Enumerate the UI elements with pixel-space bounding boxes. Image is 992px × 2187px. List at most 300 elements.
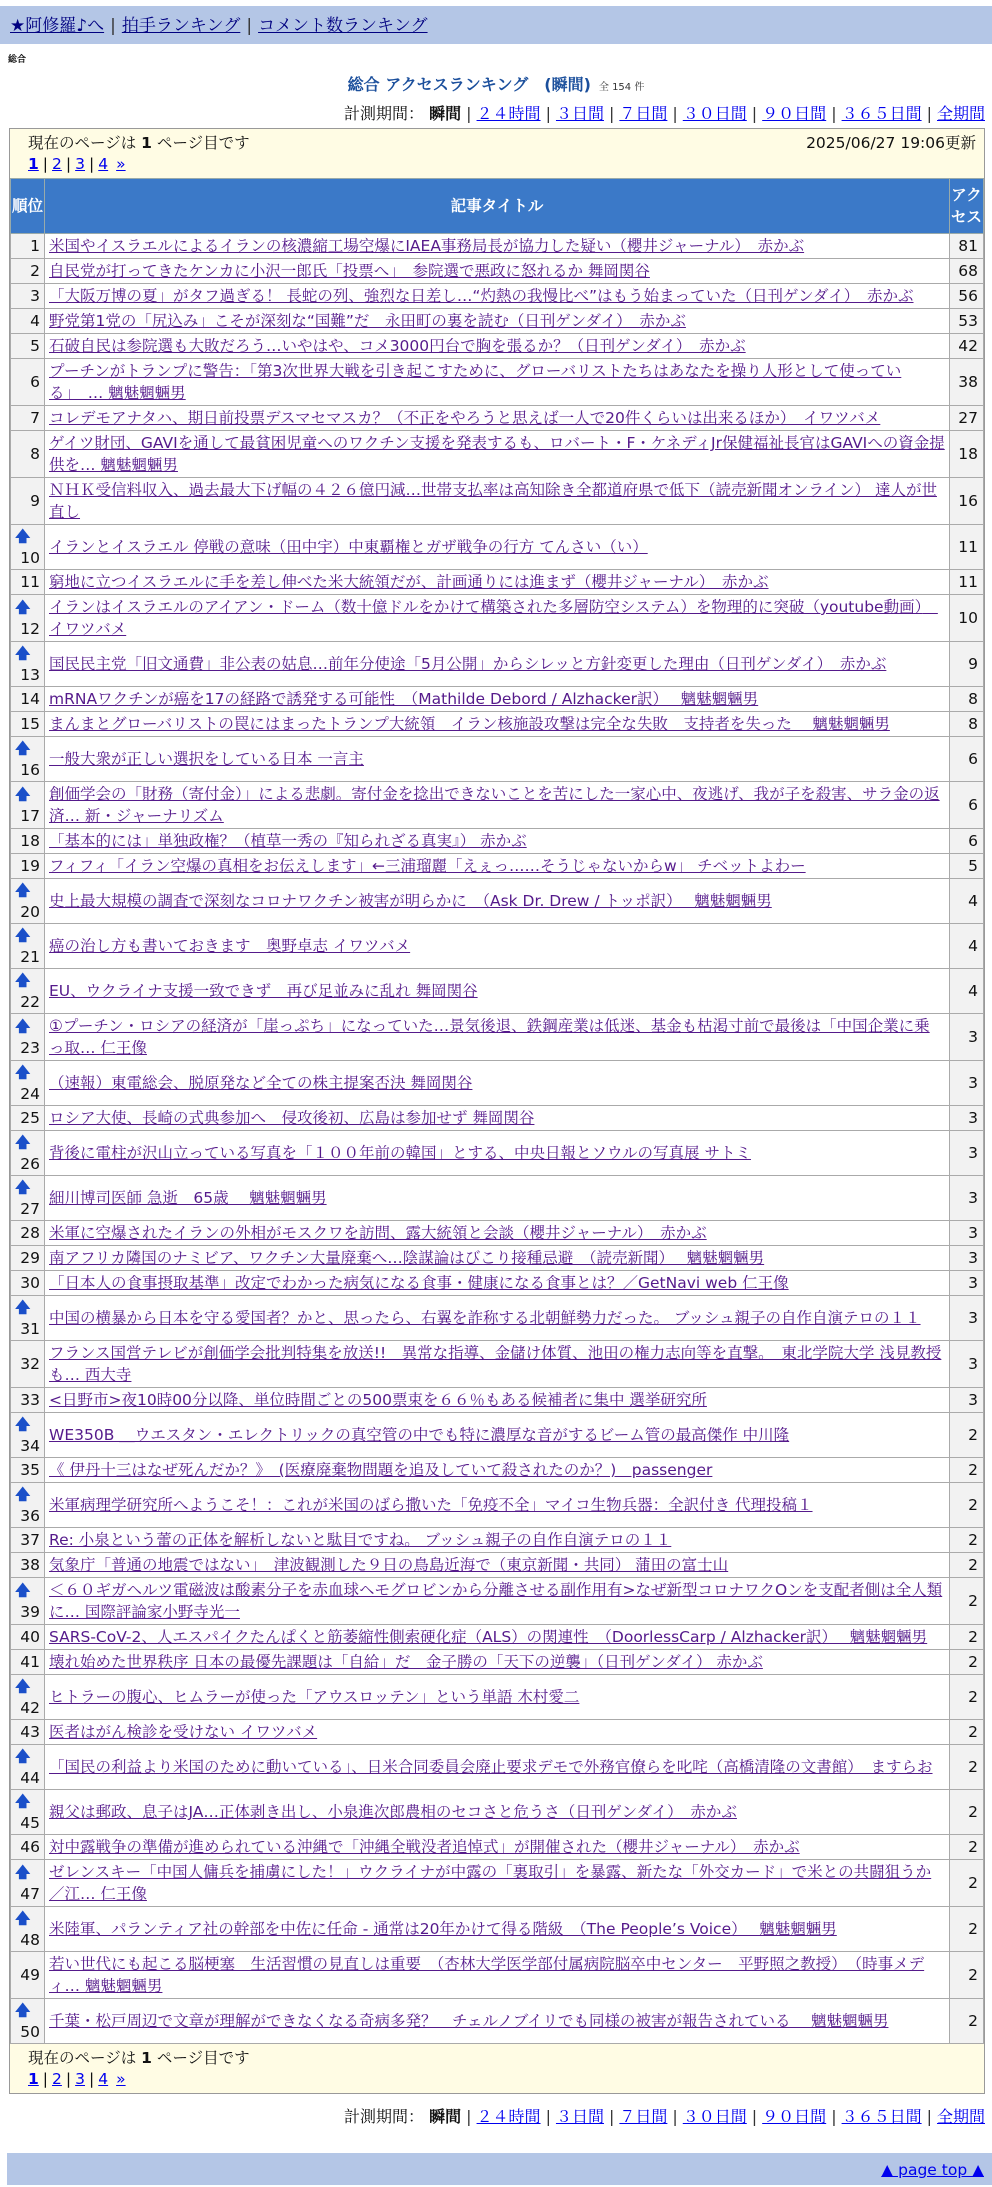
period-current: 瞬間 [429, 2107, 462, 2126]
next-page-link[interactable]: » [116, 155, 126, 173]
rank-up-icon: 🡅 [15, 1792, 31, 1810]
rank-cell: 🡅 36 [11, 1483, 45, 1528]
period-option[interactable]: ９０日間 [762, 2107, 827, 2126]
separator: | [751, 104, 758, 123]
access-count: 2 [950, 1578, 984, 1625]
rank-cell: 25 [11, 1106, 45, 1131]
table-row [11, 879, 984, 924]
table-row [11, 924, 984, 969]
table-row [11, 1296, 984, 1341]
access-count: 2 [950, 1790, 984, 1835]
rank-up-icon: 🡅 [15, 2001, 31, 2019]
article-link[interactable]: フランス国営テレビが創価学会批判特集を放送!! 異常な指導、金儲け体質、池田の権力志向等を直撃。 東北学院大学 浅見教授も… 西大寺 [49, 1344, 942, 1384]
title-cell [45, 1860, 950, 1907]
title-cell [45, 1578, 950, 1625]
access-count: 9 [950, 642, 984, 687]
table-row [11, 359, 984, 406]
table-row [11, 1271, 984, 1296]
access-count: 3 [950, 1106, 984, 1131]
title-cell [45, 1413, 950, 1458]
separator: | [608, 2107, 615, 2126]
article-link[interactable]: mRNAワクチンが癌を17の経路で誘発する可能性 （Mathilde Debord / Alzhacker訳） 魑魅魍魎男 [49, 690, 759, 708]
table-row [11, 1221, 984, 1246]
access-count: 11 [950, 525, 984, 570]
table-row [11, 1413, 984, 1458]
article-link[interactable]: 「基本的には」単独政権？（植草一秀の『知られざる真実』） 赤かぶ [49, 832, 527, 850]
table-row [11, 595, 984, 642]
access-count: 3 [950, 1271, 984, 1296]
rank-cell: 32 [11, 1341, 45, 1388]
access-count: 3 [950, 1296, 984, 1341]
article-link[interactable]: 一般大衆が正しい選択をしている日本 一言主 [49, 750, 364, 768]
rank-cell: 🡅 21 [11, 924, 45, 969]
rank-cell: 🡅 50 [11, 1999, 45, 2044]
access-count: 2 [950, 1720, 984, 1745]
table-row [11, 570, 984, 595]
table-row [11, 1835, 984, 1860]
title-cell [45, 1835, 950, 1860]
table-row [11, 829, 984, 854]
article-link[interactable]: 自民党が打ってきたケンカに小沢一郎氏「投票へ」 参院選で悪政に怒れるか 舞岡関谷 [49, 262, 650, 280]
table-row [11, 1246, 984, 1271]
table-row [11, 431, 984, 478]
title-cell [45, 359, 950, 406]
rank-cell: 9 [11, 478, 45, 525]
rank-cell: 🡅 22 [11, 969, 45, 1014]
top-nav-bar: ★阿修羅♪へ | 拍手ランキング | コメント数ランキング [0, 6, 992, 44]
title-cell [45, 478, 950, 525]
period-label: 計測期間： [344, 2107, 425, 2126]
page-link[interactable]: 4 [98, 2070, 109, 2088]
current-page-text: 現在のページは 1 ページ目です [28, 134, 250, 152]
access-count: 3 [950, 1388, 984, 1413]
rank-up-icon: 🡅 [15, 739, 31, 757]
asyura-home-link[interactable]: ★阿修羅♪へ [10, 16, 105, 36]
access-count: 6 [950, 782, 984, 829]
article-link[interactable]: 対中露戦争の準備が進められている沖縄で「沖縄全戦没者追悼式」が開催された（櫻井ジャーナル） 赤かぶ [49, 1838, 800, 1856]
title-cell [45, 1061, 950, 1106]
period-option[interactable]: ２４時間 [476, 2107, 541, 2126]
clap-ranking-link[interactable]: 拍手ランキング [121, 16, 241, 36]
access-count: 38 [950, 359, 984, 406]
title-cell [45, 1014, 950, 1061]
access-count: 2 [950, 1745, 984, 1790]
separator: | [672, 2107, 678, 2126]
article-link[interactable]: まんまとグローバリストの罠にはまったトランプ大統領 イラン核施設攻撃は完全な失敗 支持者を失った 魑魅魍魎男 [49, 715, 890, 733]
article-link[interactable]: 「国民の利益より米国のために動いている」、日米合同委員会廃止要求デモで外務官僚らを叱咤（高橋清隆の文書館） ますらお [49, 1758, 933, 1776]
separator: | [926, 2107, 932, 2126]
period-option[interactable]: 全期間 [936, 2107, 985, 2126]
article-link[interactable]: イランはイスラエルのアイアン・ドーム（数十億ドルをかけて構築された多層防空システム）を物理的に突破（youtube動画） イワツバメ [49, 598, 938, 638]
rank-cell: 🡅 34 [11, 1413, 45, 1458]
article-link[interactable]: 医者はがん検診を受けない イワツバメ [49, 1723, 318, 1741]
separator: | [466, 104, 472, 123]
separator: | [926, 104, 932, 123]
title-header: 記事タイトル [45, 179, 950, 234]
rank-up-icon: 🡅 [15, 881, 31, 899]
access-count: 3 [950, 1014, 984, 1061]
pagination: 1 | 2 | 3 | 4 » [28, 155, 126, 173]
article-link[interactable]: 「大阪万博の夏」がタフ過ぎる！ 長蛇の列、強烈な日差し…“灼熱の我慢比べ”はもう始まっていた（日刊ゲンダイ） 赤かぶ [49, 287, 914, 305]
title-cell [45, 234, 950, 259]
article-link[interactable]: EU、ウクライナ支援一致できず 再び足並みに乱れ 舞岡関谷 [49, 982, 478, 1000]
separator: | [608, 104, 615, 123]
rank-cell: 🡅 39 [11, 1578, 45, 1625]
table-row [11, 1106, 984, 1131]
title-cell [45, 1341, 950, 1388]
title-cell [45, 309, 950, 334]
rank-cell: 🡅 13 [11, 642, 45, 687]
period-selector-bottom [0, 2104, 992, 2127]
table-row [11, 1176, 984, 1221]
title-cell [45, 1483, 950, 1528]
page-link[interactable]: 3 [75, 2070, 86, 2088]
period-selector [0, 101, 992, 124]
article-link[interactable]: 史上最大規模の調査で深刻なコロナワクチン被害が明らかに （Ask Dr. Drew / トッポ訳） 魑魅魍魎男 [49, 892, 772, 910]
rank-up-icon: 🡅 [15, 785, 31, 803]
title-cell [45, 570, 950, 595]
title-cell [45, 1271, 950, 1296]
rank-cell: 3 [11, 284, 45, 309]
rank-cell: 33 [11, 1388, 45, 1413]
article-link[interactable]: 創価学会の「財務（寄付金）」による悲劇。寄付金を捻出できないことを苦にした一家心中、夜逃げ、我が子を殺害、サラ金の返済… 新・ジャーナリズム [49, 785, 940, 825]
table-row [11, 1528, 984, 1553]
table-row [11, 259, 984, 284]
table-row [11, 1483, 984, 1528]
access-count: 16 [950, 478, 984, 525]
rank-cell: 🡅 24 [11, 1061, 45, 1106]
table-row [11, 1458, 984, 1483]
rank-cell: 🡅 47 [11, 1860, 45, 1907]
rank-cell: 43 [11, 1720, 45, 1745]
separator: | [751, 2107, 758, 2126]
access-count: 56 [950, 284, 984, 309]
title-cell [45, 1790, 950, 1835]
article-link[interactable]: Re: 小泉という蕾の正体を解析しないと駄目ですね。 ブッシュ親子の自作自演テロの１１ [49, 1531, 672, 1549]
title-cell [45, 1176, 950, 1221]
article-link[interactable]: 米軍に空爆されたイランの外相がモスクワを訪問、露大統領と会談（櫻井ジャーナル） 赤かぶ [49, 1224, 707, 1242]
title-cell [45, 1528, 950, 1553]
rank-cell: 6 [11, 359, 45, 406]
rank-cell: 🡅 20 [11, 879, 45, 924]
title-cell [45, 1907, 950, 1952]
title-cell [45, 1106, 950, 1131]
article-link[interactable]: SARS-CoV-2、人エスパイクたんぱくと筋萎縮性側索硬化症（ALS）の関連性 （DoorlessCarp / Alzhacker訳） 魑魅魍魎男 [49, 1628, 928, 1646]
title-cell [45, 259, 950, 284]
article-link[interactable]: 癌の治し方も書いておきます 奥野卓志 イワツバメ [49, 937, 411, 955]
access-count: 2 [950, 1860, 984, 1907]
access-count: 8 [950, 687, 984, 712]
title-cell [45, 712, 950, 737]
access-count: 4 [950, 879, 984, 924]
article-link[interactable]: 壊れ始めた世界秩序 日本の最優先課題は「自給」だ 金子勝の「天下の逆襲」（日刊ゲンダイ） 赤かぶ [49, 1653, 763, 1671]
title-cell [45, 642, 950, 687]
table-row [11, 1650, 984, 1675]
access-count: 2 [950, 1483, 984, 1528]
article-link[interactable]: 細川博司医師 急逝 65歳 魑魅魍魎男 [49, 1189, 327, 1207]
article-link[interactable]: 親父は郵政、息子はJA…正体剥き出し、小泉進次郎農相のセコさと危うさ（日刊ゲンダイ） 赤かぶ [49, 1803, 737, 1821]
rank-cell: 8 [11, 431, 45, 478]
rank-up-icon: 🡅 [15, 1747, 31, 1765]
title-cell [45, 431, 950, 478]
rank-up-icon: 🡅 [15, 1298, 31, 1316]
article-link[interactable]: ＮＨＫ受信料収入、過去最大下げ幅の４２６億円減…世帯支払率は高知除き全都道府県で低下（読売新聞オンライン） 達人が世直し [49, 481, 937, 521]
total-count: 全 154 件 [598, 82, 645, 93]
rank-cell: 14 [11, 687, 45, 712]
period-option[interactable]: ２４時間 [476, 104, 541, 123]
period-current: 瞬間 [429, 104, 462, 123]
page-link-current[interactable]: 1 [28, 155, 39, 173]
table-row [11, 284, 984, 309]
period-option[interactable]: ３６５日間 [841, 104, 922, 123]
ranking-box [9, 128, 985, 2094]
article-link[interactable]: 南アフリカ隣国のナミビア、ワクチン大量廃棄へ…陰謀論はびこり接種忌避 （読売新聞） 魑魅魍魎男 [49, 1249, 765, 1267]
period-option[interactable]: ３０日間 [682, 2107, 747, 2126]
access-count: 6 [950, 829, 984, 854]
access-count: 2 [950, 1999, 984, 2044]
page-link[interactable]: 4 [98, 155, 109, 173]
period-option[interactable]: ７日間 [619, 2107, 668, 2126]
title-cell [45, 334, 950, 359]
rank-cell: 🡅 12 [11, 595, 45, 642]
table-row [11, 478, 984, 525]
pagination: 1 | 2 | 3 | 4 » [28, 2070, 126, 2088]
rank-cell: 4 [11, 309, 45, 334]
title-cell [45, 1246, 950, 1271]
rank-up-icon: 🡅 [15, 1677, 31, 1695]
article-link[interactable]: （速報）東電総会、脱原発など全ての株主提案否決 舞岡関谷 [49, 1074, 473, 1092]
rank-cell: 40 [11, 1625, 45, 1650]
rank-cell: 🡅 26 [11, 1131, 45, 1176]
rank-up-icon: 🡅 [15, 1063, 31, 1081]
article-link[interactable]: ロシア大使、長崎の式典参加へ 侵攻後初、広島は参加せず 舞岡関谷 [49, 1109, 535, 1127]
access-count: 3 [950, 1131, 984, 1176]
rank-cell: 30 [11, 1271, 45, 1296]
title-cell [45, 1131, 950, 1176]
page-link[interactable]: 2 [52, 155, 62, 173]
period-option[interactable]: 全期間 [936, 104, 985, 123]
title-cell [45, 1296, 950, 1341]
table-row [11, 687, 984, 712]
table-row [11, 854, 984, 879]
article-link[interactable]: ＜６０ギガヘルツ電磁波は酸素分子を赤血球ヘモグロビンから分離させる副作用有>なぜ新型コロナワクOンを支配者側は全人類に… 国際評論家小野寺光一 [49, 1581, 943, 1621]
period-option[interactable]: ３日間 [555, 2107, 604, 2126]
title-cell [45, 1999, 950, 2044]
title-cell [45, 687, 950, 712]
title-cell [45, 284, 950, 309]
title-cell [45, 1458, 950, 1483]
table-row [11, 1014, 984, 1061]
rank-up-icon: 🡅 [15, 1909, 31, 1927]
article-link[interactable]: 中国の横暴から日本を守る愛国者？かと、思ったら、右翼を詐称する北朝鮮勢力だった。 ブッシュ親子の自作自演テロの１１ [49, 1309, 921, 1327]
period-option[interactable]: ７日間 [619, 104, 668, 123]
rank-cell: 🡅 31 [11, 1296, 45, 1341]
access-count: 3 [950, 1221, 984, 1246]
access-count: 2 [950, 1952, 984, 1999]
rank-cell: 1 [11, 234, 45, 259]
access-count: 68 [950, 259, 984, 284]
rank-up-icon: 🡅 [15, 598, 31, 616]
access-count: 2 [950, 1625, 984, 1650]
title-cell [45, 854, 950, 879]
title-cell [45, 1625, 950, 1650]
pager-top [10, 129, 984, 178]
table-row [11, 969, 984, 1014]
article-link[interactable]: 若い世代にも起こる脳梗塞 生活習慣の見直しは重要 （杏林大学医学部付属病院脳卒中センター 平野照之教授） （時事メディ… 魑魅魍魎男 [49, 1955, 925, 1995]
article-link[interactable]: 国民民主党「旧文通費」非公表の姑息…前年分使途「5月公開」からシレッと方針変更した理由（日刊ゲンダイ） 赤かぶ [49, 655, 887, 673]
rank-cell: 37 [11, 1528, 45, 1553]
rank-up-icon: 🡅 [15, 1485, 31, 1503]
page-link[interactable]: 2 [52, 2070, 62, 2088]
table-row [11, 1907, 984, 1952]
table-row [11, 234, 984, 259]
title-cell [45, 406, 950, 431]
ranking-table [10, 178, 984, 2044]
table-row [11, 1341, 984, 1388]
period-option[interactable]: ９０日間 [762, 104, 827, 123]
title-cell [45, 1650, 950, 1675]
article-link[interactable]: 米国やイスラエルによるイランの核濃縮工場空爆にIAEA事務局長が協力した疑い（櫻井ジャーナル） 赤かぶ [49, 237, 805, 255]
access-count: 2 [950, 1907, 984, 1952]
title-cell [45, 595, 950, 642]
page-top-link[interactable]: ▲ page top ▲ [881, 2161, 984, 2179]
access-count: 18 [950, 431, 984, 478]
rank-cell: 15 [11, 712, 45, 737]
article-link[interactable]: 米陸軍、パランティア社の幹部を中佐に任命 - 通常は20年かけて得る階級 （The People’s Voice） 魑魅魍魎男 [49, 1920, 837, 1938]
table-row [11, 1790, 984, 1835]
article-link[interactable]: 米軍病理学研究所へようこそ！：これが米国のばら撒いた「免疫不全」マイコ生物兵器：全訳付き 代理投稿１ [49, 1496, 813, 1514]
comment-ranking-link[interactable]: コメント数ランキング [258, 16, 428, 36]
access-count: 10 [950, 595, 984, 642]
separator: | [831, 2107, 837, 2126]
next-page-link[interactable]: » [116, 2070, 126, 2088]
period-label: 計測期間： [344, 104, 425, 123]
article-link[interactable]: 野党第1党の「尻込み」こそが深刻な“国難”だ 永田町の裏を読む（日刊ゲンダイ） 赤かぶ [49, 312, 686, 330]
access-header: アクセス [950, 179, 984, 234]
access-count: 2 [950, 1835, 984, 1860]
rank-cell: 19 [11, 854, 45, 879]
page-link[interactable]: 3 [75, 155, 86, 173]
table-row [11, 1675, 984, 1720]
rank-up-icon: 🡅 [15, 1581, 31, 1599]
access-count: 81 [950, 234, 984, 259]
rank-cell: 49 [11, 1952, 45, 1999]
separator: | [672, 104, 678, 123]
article-link[interactable]: ①プーチン・ロシアの経済が「崖っぷち」になっていた…景気後退、鉄鋼産業は低迷、基金も枯渇寸前で最後は「中国企業に乗っ取… 仁王像 [49, 1017, 930, 1057]
access-count: 11 [950, 570, 984, 595]
access-count: 5 [950, 854, 984, 879]
table-row [11, 1061, 984, 1106]
access-count: 3 [950, 1176, 984, 1221]
article-link[interactable]: 気象庁「普通の地震ではない」 津波観測した９日の鳥島近海で（東京新聞・共同） 蒲田の富士山 [49, 1556, 729, 1574]
rank-up-icon: 🡅 [15, 1133, 31, 1151]
page-link-current[interactable]: 1 [28, 2070, 39, 2088]
rank-cell: 🡅 23 [11, 1014, 45, 1061]
period-option[interactable]: ３日間 [555, 104, 604, 123]
rank-cell: 11 [11, 570, 45, 595]
rank-cell: 28 [11, 1221, 45, 1246]
title-cell [45, 1221, 950, 1246]
article-link[interactable]: 千葉・松戸周辺で文章が理解ができなくなる奇病多発？ チェルノブイリでも同様の被害が報告されている 魑魅魍魎男 [49, 2012, 889, 2030]
rank-cell: 🡅 16 [11, 737, 45, 782]
table-row [11, 1952, 984, 1999]
article-link[interactable]: ヒトラーの腹心、ヒムラーが使った「アウスロッテン」という単語 木村愛二 [49, 1688, 580, 1706]
rank-header: 順位 [11, 179, 45, 234]
access-count: 3 [950, 1246, 984, 1271]
rank-cell: 18 [11, 829, 45, 854]
article-link[interactable]: <日野市>夜10時00分以降、単位時間ごとの500票束を６６％もある候補者に集中 選挙研究所 [49, 1391, 707, 1409]
access-count: 2 [950, 1553, 984, 1578]
access-count: 6 [950, 737, 984, 782]
page-title [0, 72, 992, 95]
rank-cell: 🡅 44 [11, 1745, 45, 1790]
table-row [11, 1578, 984, 1625]
table-row [11, 782, 984, 829]
access-count: 2 [950, 1528, 984, 1553]
table-row [11, 525, 984, 570]
article-link[interactable]: イランとイスラエル 停戦の意味（田中宇）中東覇権とガザ戦争の行方 てんさい（い） [49, 538, 648, 556]
rank-up-icon: 🡅 [15, 1415, 31, 1433]
title-cell [45, 1388, 950, 1413]
access-count: 53 [950, 309, 984, 334]
period-option[interactable]: ３０日間 [682, 104, 747, 123]
rank-cell: 🡅 17 [11, 782, 45, 829]
rank-up-icon: 🡅 [15, 1178, 31, 1196]
article-link[interactable]: フィフィ「イラン空爆の真相をお伝えします」←三浦瑠麗「えぇっ……そうじゃないからw」 チベットよわー [49, 857, 806, 875]
title-cell [45, 782, 950, 829]
access-count: 8 [950, 712, 984, 737]
rank-up-icon: 🡅 [15, 926, 31, 944]
table-row [11, 1388, 984, 1413]
table-row [11, 712, 984, 737]
category-label: 総合 [8, 55, 27, 65]
article-link[interactable]: コレデモアナタハ、期日前投票デスマセマスカ？（不正をやろうと思えば一人で20件くらいは出来るほか） イワツバメ [49, 409, 881, 427]
rank-cell: 46 [11, 1835, 45, 1860]
article-link[interactable]: ゲイツ財団、GAVIを通して最貧困児童へのワクチン支援を発表するも、ロバート・F・ケネディJr保健福祉長官はGAVIへの資金提供を… 魑魅魍魎男 [49, 434, 945, 474]
article-link[interactable]: 《 伊丹十三はなぜ死んだか？》 (医療廃棄物問題を追及していて殺されたのか？) passenger [49, 1461, 713, 1479]
access-count: 4 [950, 969, 984, 1014]
access-count: 2 [950, 1650, 984, 1675]
rank-cell: 29 [11, 1246, 45, 1271]
article-link[interactable]: ゼレンスキー「中国人傭兵を捕虜にした！」ウクライナが中露の「裏取引」を暴露、新たな「外交カード」で米との共闘狙うか／江… 仁王像 [49, 1863, 932, 1903]
table-row [11, 406, 984, 431]
separator: | [545, 2107, 551, 2126]
rank-cell: 2 [11, 259, 45, 284]
footer-bar [7, 2153, 992, 2185]
article-link[interactable]: プーチンがトランプに警告：「第3次世界大戦を引き起こすために、グローバリストたちはあなたを操り人形として使っている」 … 魑魅魍魎男 [49, 362, 902, 402]
article-link[interactable]: 「日本人の食事摂取基準」改定でわかった病気になる食事・健康になる食事とは？／GetNavi web 仁王像 [49, 1274, 789, 1292]
access-count: 2 [950, 1413, 984, 1458]
period-option[interactable]: ３６５日間 [841, 2107, 922, 2126]
table-row [11, 1999, 984, 2044]
article-link[interactable]: 窮地に立つイスラエルに手を差し伸べた米大統領だが、計画通りには進まず（櫻井ジャーナル） 赤かぶ [49, 573, 769, 591]
article-link[interactable]: 背後に電柱が沢山立っている写真を「１００年前の韓国」とする、中央日報とソウルの写真展 サトミ [49, 1144, 751, 1162]
pager-bottom: 現在のページは 1 ページ目です 1 | 2 | 3 | 4 » [10, 2044, 984, 2093]
access-count: 27 [950, 406, 984, 431]
table-row [11, 309, 984, 334]
rank-up-icon: 🡅 [15, 1017, 31, 1035]
rank-up-icon: 🡅 [15, 527, 31, 545]
access-count: 2 [950, 1458, 984, 1483]
table-row [11, 737, 984, 782]
article-link[interactable]: 石破自民は参院選も大敗だろう…いやはや、コメ3000円台で胸を張るか？（日刊ゲンダイ） 赤かぶ [49, 337, 746, 355]
table-row [11, 1553, 984, 1578]
article-link[interactable]: WE350B ＿ウエスタン・エレクトリックの真空管の中でも特に濃厚な音がするビーム管の最高傑作 中川隆 [49, 1426, 790, 1444]
separator: | [545, 104, 551, 123]
page-title-text: 総合 アクセスランキング (瞬間) [347, 75, 591, 94]
access-count: 42 [950, 334, 984, 359]
separator: | [466, 2107, 472, 2126]
